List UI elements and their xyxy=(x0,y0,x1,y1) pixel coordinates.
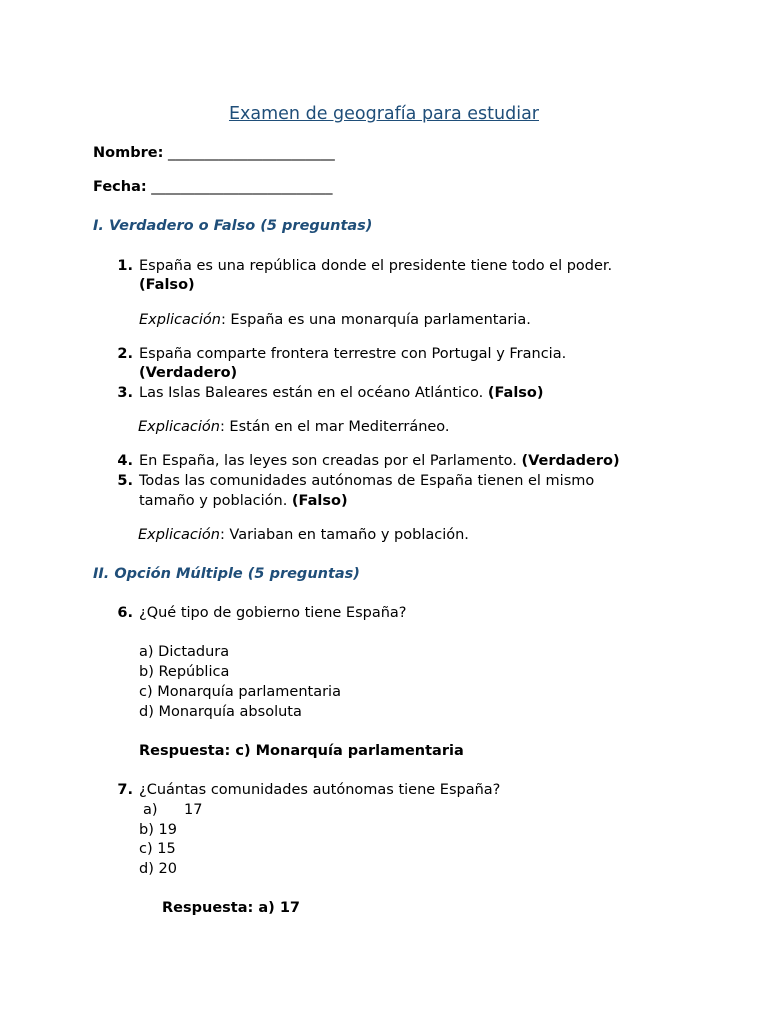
question-text-4: En España, las leyes son creadas por el Parlamento. xyxy=(139,453,522,469)
explanation-text: : Variaban en tamaño y población. xyxy=(219,527,469,543)
answer-6: Respuesta: c) Monarquía parlamentaria xyxy=(139,743,464,759)
question-number-6: 6. xyxy=(117,605,133,621)
question-number-3: 3. xyxy=(117,385,133,401)
question-text-5-line2: tamaño y población. xyxy=(139,493,292,509)
question-text-7: ¿Cuántas comunidades autónomas tiene España? xyxy=(139,782,501,798)
question-number-1: 1. xyxy=(117,258,133,274)
question-number-2: 2. xyxy=(117,346,133,362)
question-answer-3: (Falso) xyxy=(487,385,544,401)
answer-7: Respuesta: a) 17 xyxy=(162,900,300,916)
question-text-1: España es una república donde el presidente tiene todo el poder. xyxy=(139,258,613,274)
question-number-4: 4. xyxy=(117,453,133,469)
option-6c: c) Monarquía parlamentaria xyxy=(139,684,341,700)
option-7b: b) 19 xyxy=(139,822,177,838)
explanation-label: Explicación xyxy=(139,312,221,328)
fecha-field xyxy=(93,178,333,197)
question-text-2: España comparte frontera terrestre con Portugal y Francia. xyxy=(139,346,567,362)
question-answer-1: (Falso) xyxy=(139,277,195,293)
explanation-1 xyxy=(139,311,531,330)
nombre-line: _______________________ xyxy=(167,145,335,161)
question-number-5: 5. xyxy=(117,473,133,489)
question-4 xyxy=(139,452,620,471)
explanation-3 xyxy=(138,418,450,437)
question-number-7: 7. xyxy=(117,782,133,798)
nombre-label: Nombre: xyxy=(93,145,164,161)
question-3 xyxy=(139,384,544,403)
question-answer-5: (Falso) xyxy=(291,493,348,509)
question-text-3: Las Islas Baleares están en el océano Atlántico. xyxy=(139,385,488,401)
fecha-label: Fecha: xyxy=(93,179,147,195)
question-5-line2 xyxy=(139,492,348,511)
option-7d: d) 20 xyxy=(139,861,177,877)
question-text-5-line1: Todas las comunidades autónomas de España tienen el mismo xyxy=(139,473,595,489)
question-answer-2: (Verdadero) xyxy=(139,365,238,381)
option-6d: d) Monarquía absoluta xyxy=(139,704,302,720)
option-7a-value: 17 xyxy=(184,802,203,818)
option-7a-letter: a) xyxy=(143,802,158,818)
explanation-5 xyxy=(138,526,469,545)
option-6a: a) Dictadura xyxy=(139,644,230,660)
explanation-text: : Están en el mar Mediterráneo. xyxy=(219,419,450,435)
option-7c: c) 15 xyxy=(139,841,176,857)
option-6b: b) República xyxy=(139,664,230,680)
page-title: Examen de geografía para estudiar xyxy=(228,104,539,124)
section-heading-1: I. Verdadero o Falso (5 preguntas) xyxy=(93,218,373,234)
section-heading-2: II. Opción Múltiple (5 preguntas) xyxy=(93,566,360,582)
question-text-6: ¿Qué tipo de gobierno tiene España? xyxy=(139,605,407,621)
explanation-label: Explicación xyxy=(138,419,220,435)
explanation-label: Explicación xyxy=(138,527,220,543)
nombre-field xyxy=(93,144,335,163)
fecha-line: _________________________ xyxy=(151,179,333,195)
explanation-text: : España es una monarquía parlamentaria. xyxy=(220,312,531,328)
question-answer-4: (Verdadero) xyxy=(521,453,620,469)
